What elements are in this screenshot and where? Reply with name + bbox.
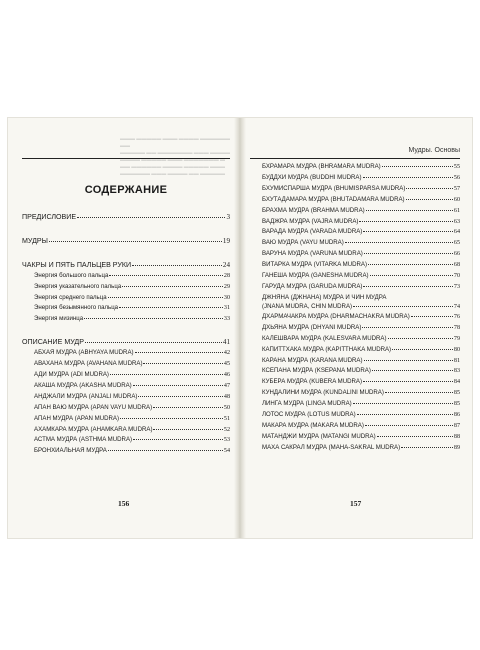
toc-entry[interactable]: ДЖНЯНА (ДЖНАНА) МУДРА И ЧИН МУДРА [262,293,387,301]
toc-entry[interactable]: Энергия среднего пальца 30 [34,293,230,301]
toc-entry[interactable]: ЧАКРЫ И ПЯТЬ ПАЛЬЦЕВ РУКИ 24 [22,260,230,269]
left-page [8,118,240,538]
toc-entry[interactable]: КАРАНА МУДРА (KARANA MUDRA) 81 [262,356,460,364]
toc-entry[interactable]: Энергия большого пальца 28 [34,271,230,279]
toc-entry[interactable]: ВИТАРКА МУДРА (VITARKA MUDRA) 68 [262,261,460,269]
left-page-number: 156 [118,499,130,508]
right-header-rule [250,158,460,159]
toc-entry[interactable]: МАХА САКРАЛ МУДРА (MAHA-SAKRAL MUDRA) 89 [262,443,460,451]
toc-entry[interactable]: ЛИНГА МУДРА (LINGA MUDRA) 85 [262,400,460,408]
toc-entry[interactable]: БХУТАДАМАРА МУДРА (BHUTADAMARA MUDRA) 60 [262,195,460,203]
toc-entry[interactable]: ДХАРМАЧАКРА МУДРА (DHARMACHAKRA MUDRA) 76 [262,312,460,320]
running-head: Мудры. Основы [408,147,460,154]
toc-entry[interactable]: АВАХАНА МУДРА (AVAHANA MUDRA) 45 [34,360,230,368]
toc-entry[interactable]: БХУМИСПАРША МУДРА (BHUMISPARSA MUDRA) 57 [262,184,460,192]
toc-entry[interactable]: ГАРУДА МУДРА (GARUDA MUDRA) 73 [262,282,460,290]
toc-entry[interactable]: КАПИТТХАКА МУДРА (KAPITTHAKA MUDRA) 80 [262,345,460,353]
toc-entry[interactable]: Энергия безымянного пальца 31 [34,304,230,312]
right-page-number: 157 [350,499,362,508]
toc-right [250,162,460,454]
toc-entry[interactable]: БРОНХИАЛЬНАЯ МУДРА 54 [34,447,230,455]
toc-entry[interactable]: БРАХМА МУДРА (BRAHMA MUDRA) 61 [262,206,460,214]
book-gutter [234,118,246,538]
toc-entry[interactable]: АПАН ВАЮ МУДРА (APAN VAYU MUDRA) 50 [34,403,230,411]
toc-entry[interactable]: АСТМА МУДРА (ASTHMA MUDRA) 53 [34,436,230,444]
toc-entry[interactable]: АНДЖАЛИ МУДРА (ANJALI MUDRA) 48 [34,392,230,400]
toc-entry[interactable]: АДИ МУДРА (ADI MUDRA) 46 [34,370,230,378]
toc-entry[interactable]: ОПИСАНИЕ МУДР 41 [22,338,230,347]
bleed-through-text: ▬▬▬ ▬▬▬▬▬ ▬▬▬ ▬▬▬▬ ▬▬▬▬▬▬ ▬▬ ▬▬▬▬▬ ▬▬ ▬▬▬▬▬▬▬ ▬▬▬ ▬▬▬▬ ▬▬▬▬ ▬▬▬▬▬ ▬▬▬ ▬▬▬▬▬▬▬ ▬ ▬▬ ▬▬▬▬▬▬ ▬▬▬▬ ▬▬▬▬▬ ▬▬▬ ▬▬▬▬▬▬ ▬▬▬ ▬▬▬▬ ▬▬ ▬▬▬▬▬ [120,137,230,177]
toc-entry[interactable]: ПРЕДИСЛОВИЕ 3 [22,213,230,221]
left-header-rule [22,158,230,159]
toc-entry[interactable]: МУДРЫ 19 [22,236,230,245]
right-page [240,118,472,538]
toc-entry[interactable]: ГАНЕША МУДРА (GANESHA MUDRA) 70 [262,272,460,280]
toc-entry-continuation[interactable]: (JNANA MUDRA, CHIN MUDRA) 74 [262,302,460,310]
toc-entry[interactable]: КУНДАЛИНИ МУДРА (KUNDALINI MUDRA) 85 [262,389,460,397]
toc-entry[interactable]: МАТАНДЖИ МУДРА (MATANGI MUDRA) 88 [262,432,460,440]
toc-entry[interactable]: АХАМКАРА МУДРА (AHAMKARA MUDRA) 52 [34,425,230,433]
book-spread [8,118,472,538]
toc-entry[interactable]: КАЛЕШВАРА МУДРА (KALESVARA MUDRA) 79 [262,334,460,342]
toc-title: СОДЕРЖАНИЕ [84,184,168,196]
toc-entry[interactable]: АКАША МУДРА (AKASHA MUDRA) 47 [34,381,230,389]
toc-entry[interactable]: Энергия указательного пальца 29 [34,282,230,290]
toc-entry[interactable]: КУБЕРА МУДРА (KUBERA MUDRA) 84 [262,378,460,386]
toc-entry[interactable]: МАКАРА МУДРА (MAKARA MUDRA) 87 [262,421,460,429]
toc-entry[interactable]: ВАРУНА МУДРА (VARUNA MUDRA) 66 [262,250,460,258]
toc-entry[interactable]: АБХАЯ МУДРА (ABHYAYA MUDRA) 42 [34,349,230,357]
toc-entry[interactable]: КСЕПАНА МУДРА (KSEPANA MUDRA) 83 [262,367,460,375]
toc-entry[interactable]: ВАРАДА МУДРА (VARADA MUDRA) 64 [262,228,460,236]
toc-entry[interactable]: АПАН МУДРА (APAN MUDRA) 51 [34,414,230,422]
toc-entry[interactable]: БХРАМАРА МУДРА (BHRAMARA MUDRA) 55 [262,163,460,170]
toc-entry[interactable]: ДХЬЯНА МУДРА (DHYANI MUDRA) 78 [262,323,460,331]
toc-entry[interactable]: БУДДХИ МУДРА (BUDDHI MUDRA) 56 [262,173,460,181]
toc-entry[interactable]: ВАЮ МУДРА (VAYU MUDRA) 65 [262,239,460,247]
toc-entry[interactable]: Энергия мизинца 33 [34,315,230,323]
toc-left [22,212,230,457]
toc-entry[interactable]: ВАДЖРА МУДРА (VAJRA MUDRA) 63 [262,217,460,225]
toc-entry[interactable]: ЛОТОС МУДРА (LOTUS MUDRA) 86 [262,411,460,419]
